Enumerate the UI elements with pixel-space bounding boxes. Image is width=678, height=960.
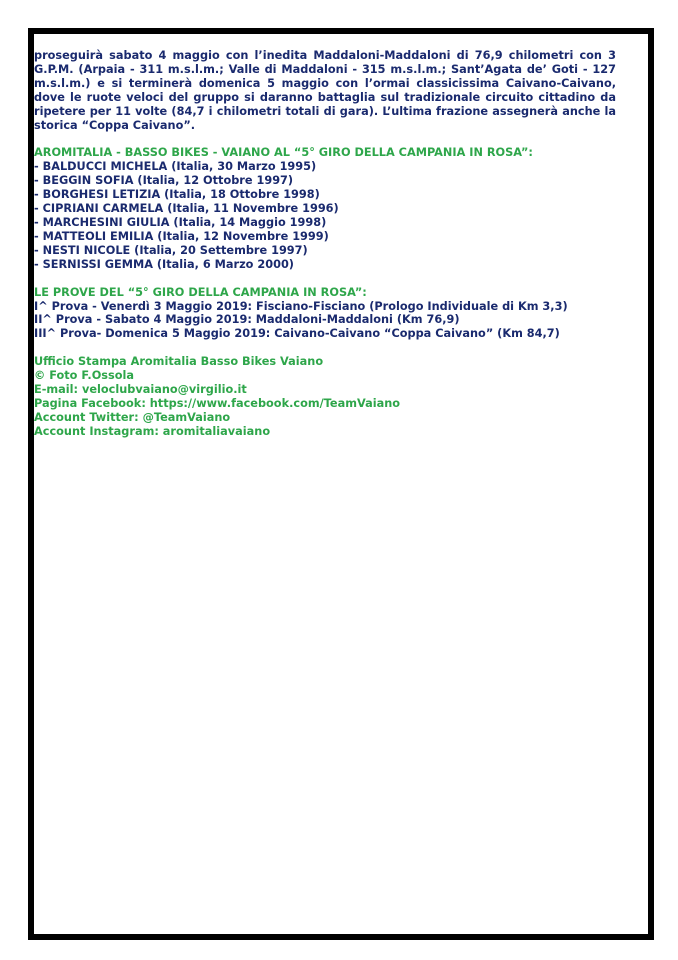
rider-item: - MATTEOLI EMILIA (Italia, 12 Novembre 1999) (34, 229, 329, 243)
stage-item: II^ Prova - Sabato 4 Maggio 2019: Maddaloni-Maddaloni (Km 76,9) (34, 313, 460, 327)
spacer (34, 341, 616, 355)
spacer (34, 132, 616, 146)
rider-item: - SERNISSI GEMMA (Italia, 6 Marzo 2000) (34, 257, 294, 271)
press-office-line: Ufficio Stampa Aromitalia Basso Bikes Vaiano (34, 355, 324, 369)
twitter-line: Account Twitter: @TeamVaiano (34, 410, 231, 424)
stage-item: I^ Prova - Venerdì 3 Maggio 2019: Fisciano-Fisciano (Prologo Individuale di Km 3,3) (34, 299, 568, 313)
rider-item: - BEGGIN SOFIA (Italia, 12 Ottobre 1997) (34, 174, 294, 188)
instagram-line: Account Instagram: aromitaliavaiano (34, 424, 271, 438)
rider-item: - NESTI NICOLE (Italia, 20 Settembre 1997) (34, 243, 308, 257)
stages-heading: LE PROVE DEL “5° GIRO DELLA CAMPANIA IN ROSA”: (34, 285, 367, 299)
press-contacts (34, 355, 616, 438)
photo-credit-line: © Foto F.Ossola (34, 369, 135, 383)
roster-heading: AROMITALIA - BASSO BIKES - VAIANO AL “5° GIRO DELLA CAMPANIA IN ROSA”: (34, 146, 533, 160)
facebook-line: Pagina Facebook: https://www.facebook.com/TeamVaiano (34, 396, 401, 410)
team-roster (34, 146, 616, 271)
rider-item: - MARCHESINI GIULIA (Italia, 14 Maggio 1998) (34, 215, 327, 229)
rider-item: - BALDUCCI MICHELA (Italia, 30 Marzo 1995) (34, 160, 317, 174)
rider-item: - BORGHESI LETIZIA (Italia, 18 Ottobre 1998) (34, 188, 320, 202)
intro-paragraph: proseguirà sabato 4 maggio con l’inedita Maddaloni-Maddaloni di 76,9 chilometri con 3 G.P.M. (Arpaia - 311 m.s.l.m.; Valle di Maddaloni - 315 m.s.l.m.; Sant’Agata de’ Goti - 127 m.s.l.m.) e si terminerà domenica 5 maggio con l’ormai classicissima Caivano-Caivano, dove le ruote veloci del gruppo si daranno battaglia sul tradizionale circuito cittadino da ripetere per 11 volte (84,7 i chilometri totali di gara). L’ultima frazione assegnerà anche la storica “Coppa Caivano”. (34, 49, 616, 132)
email-line: E-mail: veloclubvaiano@virgilio.it (34, 383, 247, 397)
spacer (34, 272, 616, 286)
race-stages (34, 286, 616, 342)
stage-item: III^ Prova- Domenica 5 Maggio 2019: Caivano-Caivano “Coppa Caivano” (Km 84,7) (34, 327, 560, 341)
rider-item: - CIPRIANI CARMELA (Italia, 11 Novembre 1996) (34, 202, 339, 216)
document-body (34, 49, 616, 439)
